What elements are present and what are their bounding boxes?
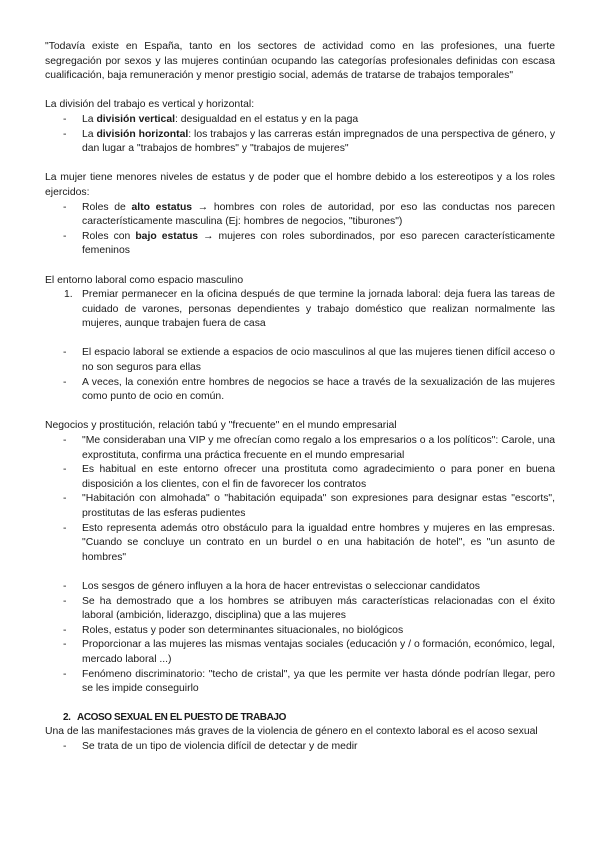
list-item: - Se trata de un tipo de violencia difícil de detectar y de medir [45, 740, 555, 755]
bullet-dash: - [63, 347, 67, 359]
list-item: - "Habitación con almohada" o "habitación equipada" son expresiones para designar estas "escorts", prostitutas de las esferas pudientes [63, 493, 555, 519]
entorno-title: El entorno laboral como espacio masculino [45, 274, 244, 286]
quote-paragraph: "Todavía existe en España, tanto en los sectores de actividad como en las profesiones, una fuerte segregación por sexos y las mujeres continúan ocupando las categorías profesionales definidas con escasa cualificación, baja remuneración y menor prestigio social, además de tratarse de trabajos temporales" [45, 41, 555, 82]
section-number: 2. [63, 711, 71, 723]
list-item: - Fenómeno discriminatorio: "techo de cristal", ya que les permite ver hasta dónde podrían llegar, pero se les impide conseguirlo [63, 668, 555, 695]
list-item: - Los sesgos de género influyen a la hora de hacer entrevistas o seleccionar candidatos [45, 580, 555, 595]
bullet-dash: - [63, 113, 67, 125]
section2-list [45, 740, 555, 755]
list-item: - "Me consideraban una VIP y me ofrecían como regalo a los empresarios o a los políticos": Carole, una exprostituta, confirma una práctica frecuente en el mundo empresarial [63, 435, 555, 461]
bullet-dash: - [63, 624, 67, 636]
bullet-dash: - [63, 376, 67, 388]
bullet-dash: - [63, 580, 67, 592]
bullet-dash: - [63, 230, 67, 242]
bullet-dash: - [63, 435, 67, 447]
list-item: - Proporcionar a las mujeres las mismas ventajas sociales (educación y / o formación, económico, legal, mercado laboral ...) [63, 639, 555, 665]
negocios-title: Negocios y prostitución, relación tabú y "frecuente" en el mundo empresarial [45, 420, 397, 432]
bullet-dash: - [63, 493, 67, 505]
sesgos-list [45, 580, 555, 697]
status-list [45, 201, 555, 259]
list-item: - Roles con bajo estatus → mujeres con roles subordinados, por eso parecen característicamente femeninos [63, 230, 555, 257]
bullet-dash: - [63, 595, 67, 607]
bullet-dash: - [63, 522, 67, 534]
negocios-list [45, 434, 555, 565]
item-number: 1. [64, 289, 73, 301]
bullet-dash: - [63, 201, 67, 213]
division-list [45, 113, 555, 157]
list-item: - Esto representa además otro obstáculo para la igualdad entre hombres y mujeres en las empresas. "Cuando se concluye un contrato en un burdel o en una habitación de hotel", es "un asunto de hombres" [63, 522, 555, 563]
bold-term: división horizontal [96, 128, 189, 140]
list-item: - Roles de alto estatus → hombres con roles de autoridad, por eso las conductas nos parecen característicamente masculina (Ej: hombres de negocios, "tiburones") [63, 201, 555, 228]
list-item: - Roles, estatus y poder son determinantes situacionales, no biológicos [45, 624, 555, 639]
status-intro: La mujer tiene menores niveles de estatus y de poder que el hombre debido a los estereotipos y a los roles ejercidos: [45, 172, 555, 198]
list-item: - La división vertical: desigualdad en el estatus y en la paga [45, 113, 555, 128]
bullet-dash: - [63, 740, 67, 752]
bullet-dash: - [63, 128, 67, 140]
section-title: ACOSO SEXUAL EN EL PUESTO DE TRABAJO [77, 711, 286, 723]
entorno-numbered-list [45, 288, 555, 332]
bold-term: bajo estatus [135, 230, 199, 242]
list-item: - Se ha demostrado que a los hombres se atribuyen más características relacionadas con el éxito laboral (ambición, liderazgo, disciplina) que a las mujeres [63, 595, 555, 622]
bold-term: alto estatus [131, 201, 193, 213]
list-item: - Es habitual en este entorno ofrecer una prostituta como agradecimiento o para poner en buena disposición a los clientes, con el fin de favorecer los contratos [63, 464, 555, 490]
list-item: - La división horizontal: los trabajos y las carreras están impregnados de una perspectiva de género, y dan lugar a "trabajos de hombres" y "trabajos de mujeres" [63, 128, 556, 155]
section2-intro: Una de las manifestaciones más graves de la violencia de género en el contexto laboral es el acoso sexual [45, 726, 538, 738]
section-heading [45, 711, 555, 726]
numbered-item: 1. Premiar permanecer en la oficina después de que termine la jornada laboral: deja fuera las tareas de cuidado de varones, personas dependientes y trabajo doméstico que realizan normalmente las mujeres, aunque trabajen fuera de casa [64, 289, 555, 330]
list-item: - El espacio laboral se extiende a espacios de ocio masculinos al que las mujeres tienen difícil acceso o no son seguros para ellas [63, 347, 555, 374]
entorno-list [45, 346, 555, 404]
division-intro: La división del trabajo es vertical y horizontal: [45, 99, 255, 111]
list-item: - A veces, la conexión entre hombres de negocios se hace a través de la sexualización de las mujeres como punto de ocio en común. [63, 376, 555, 403]
bold-term: división vertical [96, 113, 175, 125]
bullet-dash: - [63, 668, 67, 680]
bullet-dash: - [63, 639, 67, 651]
bullet-dash: - [63, 464, 67, 476]
